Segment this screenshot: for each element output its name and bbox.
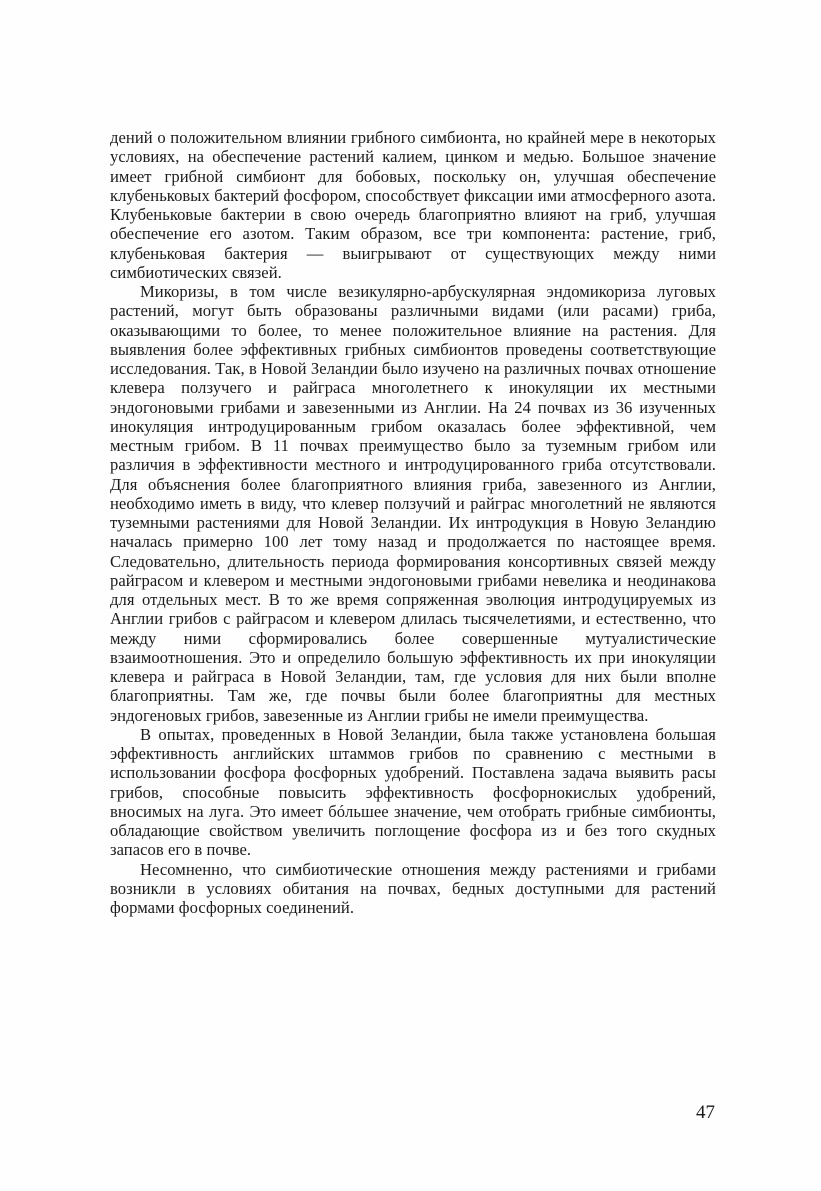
- paragraph-conclusion: Несомненно, что симбиотические отношения между растениями и грибами возникли в условиях обитания на почвах, бедных доступными для растений формами фосфорных соединений.: [110, 859, 716, 917]
- page-number: 47: [696, 1102, 715, 1123]
- paragraph-experiments: В опытах, проведенных в Новой Зеландии, была также установлена большая эффективность английских штаммов грибов по сравнению с местными в использовании фосфора фосфорных удобрений. Поставлена задача выявить расы грибов, способные повысить эффективность фосфорнокислых удобрений, вносимых на луга. Это имеет бóльшее значение, чем отобрать грибные симбионты, обладающие свойством увеличить поглощение фосфора из и без того скудных запасов его в почве.: [110, 724, 716, 860]
- paragraph-mycorrhiza: Микоризы, в том числе везикулярно-арбускулярная эндомикориза луговых растений, могут быть образованы различными видами (или расами) гриба, оказывающими то более, то менее положительное влияние на растения. Для выявления более эффективных грибных симбионтов проведены соответствующие исследования. Так, в Новой Зеландии было изучено на различных почвах отношение клевера ползучего и райграса многолетнего к инокуляции их местными эндогоновыми грибами и завезенными из Англии. На 24 почвах из 36 изученных инокуляция интродуцированным грибом оказалась более эффективной, чем местным грибом. В 11 почвах преимущество было за туземным грибом или различия в эффективности местного и интродуцированного гриба отсутствовали. Для объяснения более благоприятного влияния гриба, завезенного из Англии, необходимо иметь в виду, что клевер ползучий и райграс многолетний не являются туземными растениями для Новой Зеландии. Их интродукция в Новую Зеландию началась примерно 100 лет тому назад и продолжается по настоящее время. Следовательно, длительность периода формирования консортивных связей между райграсом и клевером и местными эндогоновыми грибами невелика и неодинакова для отдельных мест. В то же время сопряженная эволюция интродуцируемых из Англии грибов с райграсом и клевером длилась тысячелетиями, и естественно, что между ними сформировались более совершенные мутуалистические взаимоотношения. Это и определило большую эффективность их при инокуляции клевера и райграса в Новой Зеландии, там, где условия для них были вполне благоприятны. Там же, где почвы были более благоприятны для местных эндогеновых грибов, завезенные из Англии грибы не имели преимущества.: [110, 282, 716, 725]
- body-text: [110, 128, 716, 917]
- paragraph-continuation: дений о положительном влиянии грибного симбионта, но крайней мере в некоторых условиях, на обеспечение растений калием, цинком и медью. Большое значение имеет грибной симбионт для бобовых, поскольку он, улучшая обеспечение клубеньковых бактерий фосфором, способствует фиксации ими атмосферного азота. Клубеньковые бактерии в свою очередь благоприятно влияют на гриб, улучшая обеспечение его азотом. Таким образом, все три компонента: растение, гриб, клубеньковая бактерия — выигрывают от существующих между ними симбиотических связей.: [110, 128, 716, 282]
